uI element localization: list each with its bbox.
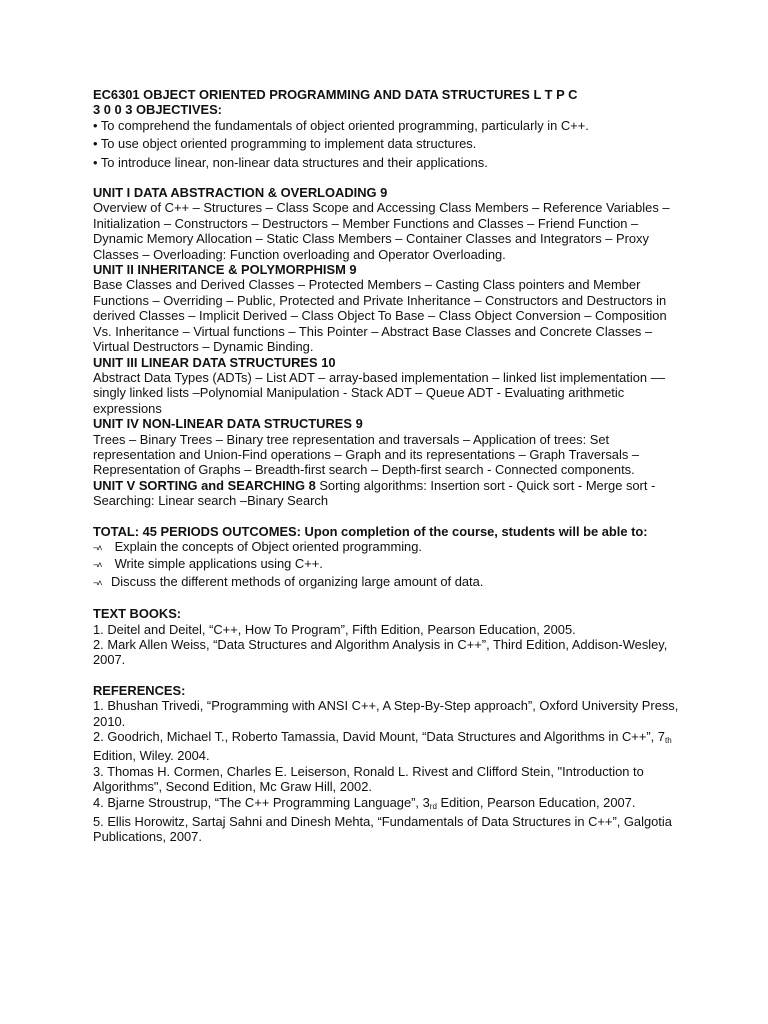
outcomes-heading: TOTAL: 45 PERIODS OUTCOMES: Upon completion of the course, students will be able to: xyxy=(93,523,648,539)
outcome-item: ¬˄ Explain the concepts of Object oriented programming. xyxy=(93,539,680,556)
text-book-item: 2. Mark Allen Weiss, “Data Structures and Algorithm Analysis in C++”, Third Edition, Addison-Wesley, 2007. xyxy=(93,637,668,668)
unit-body: Overview of C++ – Structures – Class Scope and Accessing Class Members – Reference Variables – Initialization – Constructors – Destructors – Member Functions and Classes – Friend Function – Dynamic Memory Allocation – Static Class Members – Container Classes and Integrators – Proxy Classes – Overloading: Function overloading and Operator Overloading. xyxy=(93,200,670,262)
spacer xyxy=(93,170,680,185)
outcome-item: ¬˄ Write simple applications using C++. xyxy=(93,556,680,573)
reference-item: 3. Thomas H. Cormen, Charles E. Leiserson, Ronald L. Rivest and Clifford Stein, "Introduction to Algorithms", Second Edition, Mc Graw Hill, 2002. xyxy=(93,763,644,795)
bullet-marker-icon: ¬˄ xyxy=(93,560,102,571)
bullet-marker-icon: ¬˄ xyxy=(93,577,102,588)
outcome-item: ¬˄ Discuss the different methods of organizing large amount of data. xyxy=(93,574,680,591)
unit-v-paragraph xyxy=(93,478,680,509)
objective-item: • To introduce linear, non-linear data structures and their applications. xyxy=(93,154,488,170)
spacer xyxy=(93,509,680,524)
reference-item: 4. Bjarne Stroustrup, “The C++ Programming Language”, $3_{rd}$ Edition, Pearson Education, 2007. xyxy=(93,794,636,811)
unit-heading: UNIT IV NON-LINEAR DATA STRUCTURES 9 xyxy=(93,416,363,432)
unit-body: Trees – Binary Trees – Binary tree representation and traversals – Application of trees: Set representation and Union-Find operations – Graph and its representations – Graph Traversals – Representation of Graphs – Breadth-first search – Depth-first search - Connected components. xyxy=(93,431,640,478)
bullet-marker-icon: ¬˄ xyxy=(93,542,102,553)
unit-heading: UNIT I DATA ABSTRACTION & OVERLOADING 9 xyxy=(93,185,388,201)
text-book-item: 1. Deitel and Deitel, “C++, How To Program”, Fifth Edition, Pearson Education, 2005. xyxy=(93,621,576,637)
course-credits-objectives: 3 0 0 3 OBJECTIVES: xyxy=(93,102,222,118)
unit-body: Sorting algorithms: Insertion sort - Quick sort - Merge sort - Searching: Linear search –Binary Search xyxy=(93,477,656,509)
unit-body: Abstract Data Types (ADTs) – List ADT – array-based implementation – linked list implementation –– singly linked lists –Polynomial Manipulation - Stack ADT – Queue ADT - Evaluating arithmetic expressions xyxy=(93,369,665,416)
spacer xyxy=(93,591,680,606)
unit-heading: UNIT II INHERITANCE & POLYMORPHISM 9 xyxy=(93,262,357,278)
reference-item: 5. Ellis Horowitz, Sartaj Sahni and Dinesh Mehta, “Fundamentals of Data Structures in C++”, Galgotia Publications, 2007. xyxy=(93,814,672,845)
text-books-heading: TEXT BOOKS: xyxy=(93,606,182,622)
unit-body: Base Classes and Derived Classes – Protected Members – Casting Class pointers and Member Functions – Overriding – Public, Protected and Private Inheritance – Constructors and Destructors in derived Classes – Implicit Derived – Class Object To Base – Class Object Conversion – Composition Vs. Inheritance – Virtual functions – This Pointer – Abstract Base Classes and Concrete Classes – Virtual Destructors – Dynamic Binding. xyxy=(93,277,667,355)
objective-item: • To use object oriented programming to implement data structures. xyxy=(93,136,477,152)
references-heading: REFERENCES: xyxy=(93,682,186,698)
reference-item: 2. Goodrich, Michael T., Roberto Tamassia, David Mount, “Data Structures and Algorithms in C++”, $7_{th}$ Edition, Wiley. 2004. xyxy=(93,729,672,764)
reference-item: 1. Bhushan Trivedi, “Programming with ANSI C++, A Step-By-Step approach”, Oxford University Press, 2010. xyxy=(93,698,679,729)
unit-heading: UNIT V SORTING and SEARCHING 8 xyxy=(93,477,316,493)
course-title: EC6301 OBJECT ORIENTED PROGRAMMING AND DATA STRUCTURES L T P C xyxy=(93,87,578,102)
spacer xyxy=(93,668,680,683)
unit-heading: UNIT III LINEAR DATA STRUCTURES 10 xyxy=(93,354,336,370)
objective-item: • To comprehend the fundamentals of object oriented programming, particularly in C++. xyxy=(93,117,589,133)
